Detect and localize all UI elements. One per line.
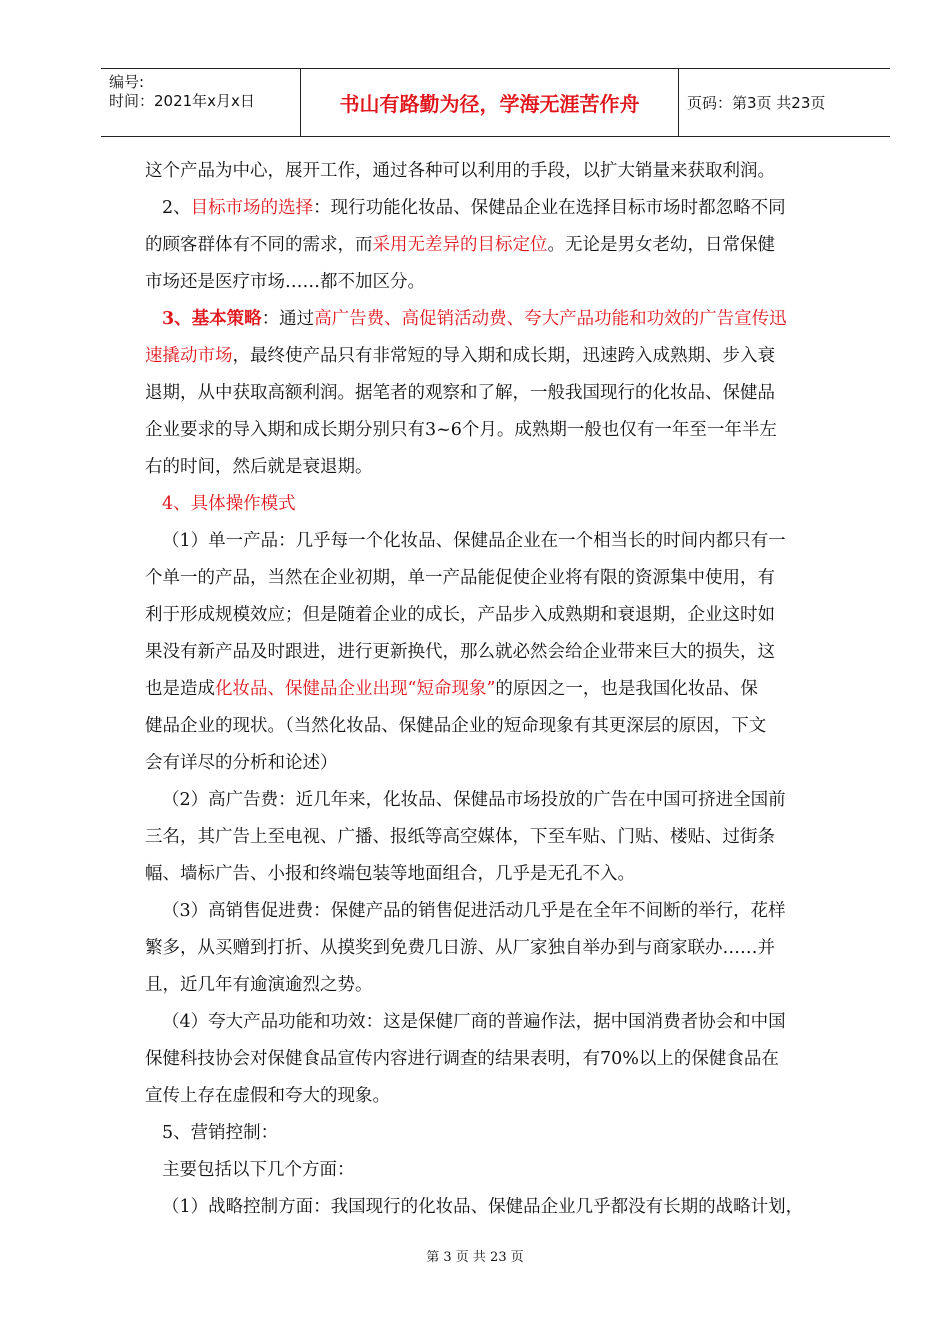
highlighted-text: 目标市场的选择	[190, 198, 314, 218]
text-line	[145, 1152, 850, 1189]
text-segment: 2、	[162, 198, 191, 218]
text-line	[145, 634, 850, 671]
text-segment: （3）高销售促进费：保健产品的销售促进活动几乎是在全年不间断的举行，花样	[162, 901, 786, 921]
text-segment: 宣传上存在虚假和夸大的现象。	[145, 1086, 390, 1106]
text-line	[145, 523, 850, 560]
text-line	[145, 856, 850, 893]
text-segment: （4）夸大产品功能和功效：这是保健厂商的普遍作法，据中国消费者协会和中国	[162, 1012, 786, 1032]
text-line	[145, 893, 850, 930]
text-line	[145, 375, 850, 412]
text-line	[145, 560, 850, 597]
highlighted-text: 4、具体操作模式	[162, 494, 296, 514]
text-line	[145, 1189, 850, 1226]
text-segment: 保健科技协会对保健食品宣传内容进行调查的结果表明，有70%以上的保健食品在	[145, 1049, 779, 1069]
text-line	[145, 338, 850, 375]
text-segment: 右的时间，然后就是衰退期。	[145, 457, 373, 477]
text-segment: （1）战略控制方面：我国现行的化妆品、保健品企业几乎都没有长期的战略计划，	[162, 1197, 804, 1217]
text-line	[145, 930, 850, 967]
text-line	[145, 597, 850, 634]
text-segment: 5、营销控制：	[162, 1123, 279, 1143]
text-segment: （1）单一产品：几乎每一个化妆品、保健品企业在一个相当长的时间内都只有一	[162, 531, 786, 551]
text-segment: 三名，其广告上至电视、广播、报纸等高空媒体，下至车贴、门贴、楼贴、过街条	[145, 827, 775, 847]
text-segment: 主要包括以下几个方面：	[162, 1160, 355, 1180]
text-line	[145, 745, 850, 782]
text-segment: 个单一的产品，当然在企业初期，单一产品能促使企业将有限的资源集中使用，有	[145, 568, 775, 588]
highlighted-text: 采用无差异的目标定位	[372, 235, 548, 255]
text-segment: 这个产品为中心，展开工作，通过各种可以利用的手段，以扩大销量来获取利润。	[145, 161, 775, 181]
header-motto: 书山有路勤为径，学海无涯苦作舟	[301, 69, 679, 136]
text-segment: 的原因之一，也是我国化妆品、保	[495, 679, 758, 699]
text-line	[145, 1041, 850, 1078]
page-header	[101, 68, 890, 137]
text-line	[145, 1004, 850, 1041]
document-body	[145, 153, 850, 1226]
text-segment: 会有详尽的分析和论述）	[145, 753, 338, 773]
highlighted-text: 高广告费、高促销活动费、夸大产品功能和功效的广告宣传迅	[314, 309, 787, 329]
highlighted-text: 速撬动市场	[145, 346, 233, 366]
text-line	[145, 782, 850, 819]
text-segment: （2）高广告费：近几年来，化妆品、保健品市场投放的广告在中国可挤进全国前	[162, 790, 786, 810]
text-line	[145, 819, 850, 856]
number-label: 编号:	[109, 73, 145, 91]
text-segment: 。无论是男女老幼，日常保健	[547, 235, 775, 255]
time-label: 时间：2021年x月x日	[109, 92, 255, 110]
text-line	[145, 153, 850, 190]
text-segment: 且，近几年有逾演逾烈之势。	[145, 975, 373, 995]
page-footer: 第 3 页 共 23 页	[426, 1250, 524, 1265]
text-segment: 市场还是医疗市场……都不加区分。	[145, 272, 425, 292]
text-segment: 企业要求的导入期和成长期分别只有3~6个月。成熟期一般也仅有一年至一年半左	[145, 420, 777, 440]
highlighted-text: 3、基本策略	[162, 309, 262, 329]
text-line	[145, 708, 850, 745]
text-segment: ，最终使产品只有非常短的导入期和成长期，迅速跨入成熟期、步入衰	[232, 346, 775, 366]
text-segment: ：通过	[261, 309, 315, 329]
text-line	[145, 486, 850, 523]
text-line	[145, 449, 850, 486]
text-segment: ：现行功能化妆品、保健品企业在选择目标市场时都忽略不同	[313, 198, 786, 218]
text-line	[145, 227, 850, 264]
highlighted-text: 化妆品、保健品企业出现“短命现象”	[215, 679, 496, 699]
text-line	[145, 264, 850, 301]
text-line	[145, 1115, 850, 1152]
header-page-info: 页码：第3页 共23页	[687, 94, 826, 112]
text-line	[145, 1078, 850, 1115]
header-meta	[101, 69, 301, 136]
text-segment: 也是造成	[145, 679, 215, 699]
text-segment: 果没有新产品及时跟进，进行更新换代，那么就必然会给企业带来巨大的损失，这	[145, 642, 775, 662]
text-segment: 退期，从中获取高额利润。据笔者的观察和了解，一般我国现行的化妆品、保健品	[145, 383, 775, 403]
text-line	[145, 671, 850, 708]
text-line	[145, 412, 850, 449]
text-segment: 利于形成规模效应；但是随着企业的成长，产品步入成熟期和衰退期，企业这时如	[145, 605, 775, 625]
text-segment: 的顾客群体有不同的需求，而	[145, 235, 373, 255]
text-line	[145, 967, 850, 1004]
text-segment: 繁多，从买赠到打折、从摸奖到免费几日游、从厂家独自举办到与商家联办……并	[145, 938, 775, 958]
text-segment: 幅、墙标广告、小报和终端包装等地面组合，几乎是无孔不入。	[145, 864, 635, 884]
text-line	[145, 190, 850, 227]
text-segment: 健品企业的现状。（当然化妆品、保健品企业的短命现象有其更深层的原因，下文	[145, 716, 767, 736]
text-line	[145, 301, 850, 338]
